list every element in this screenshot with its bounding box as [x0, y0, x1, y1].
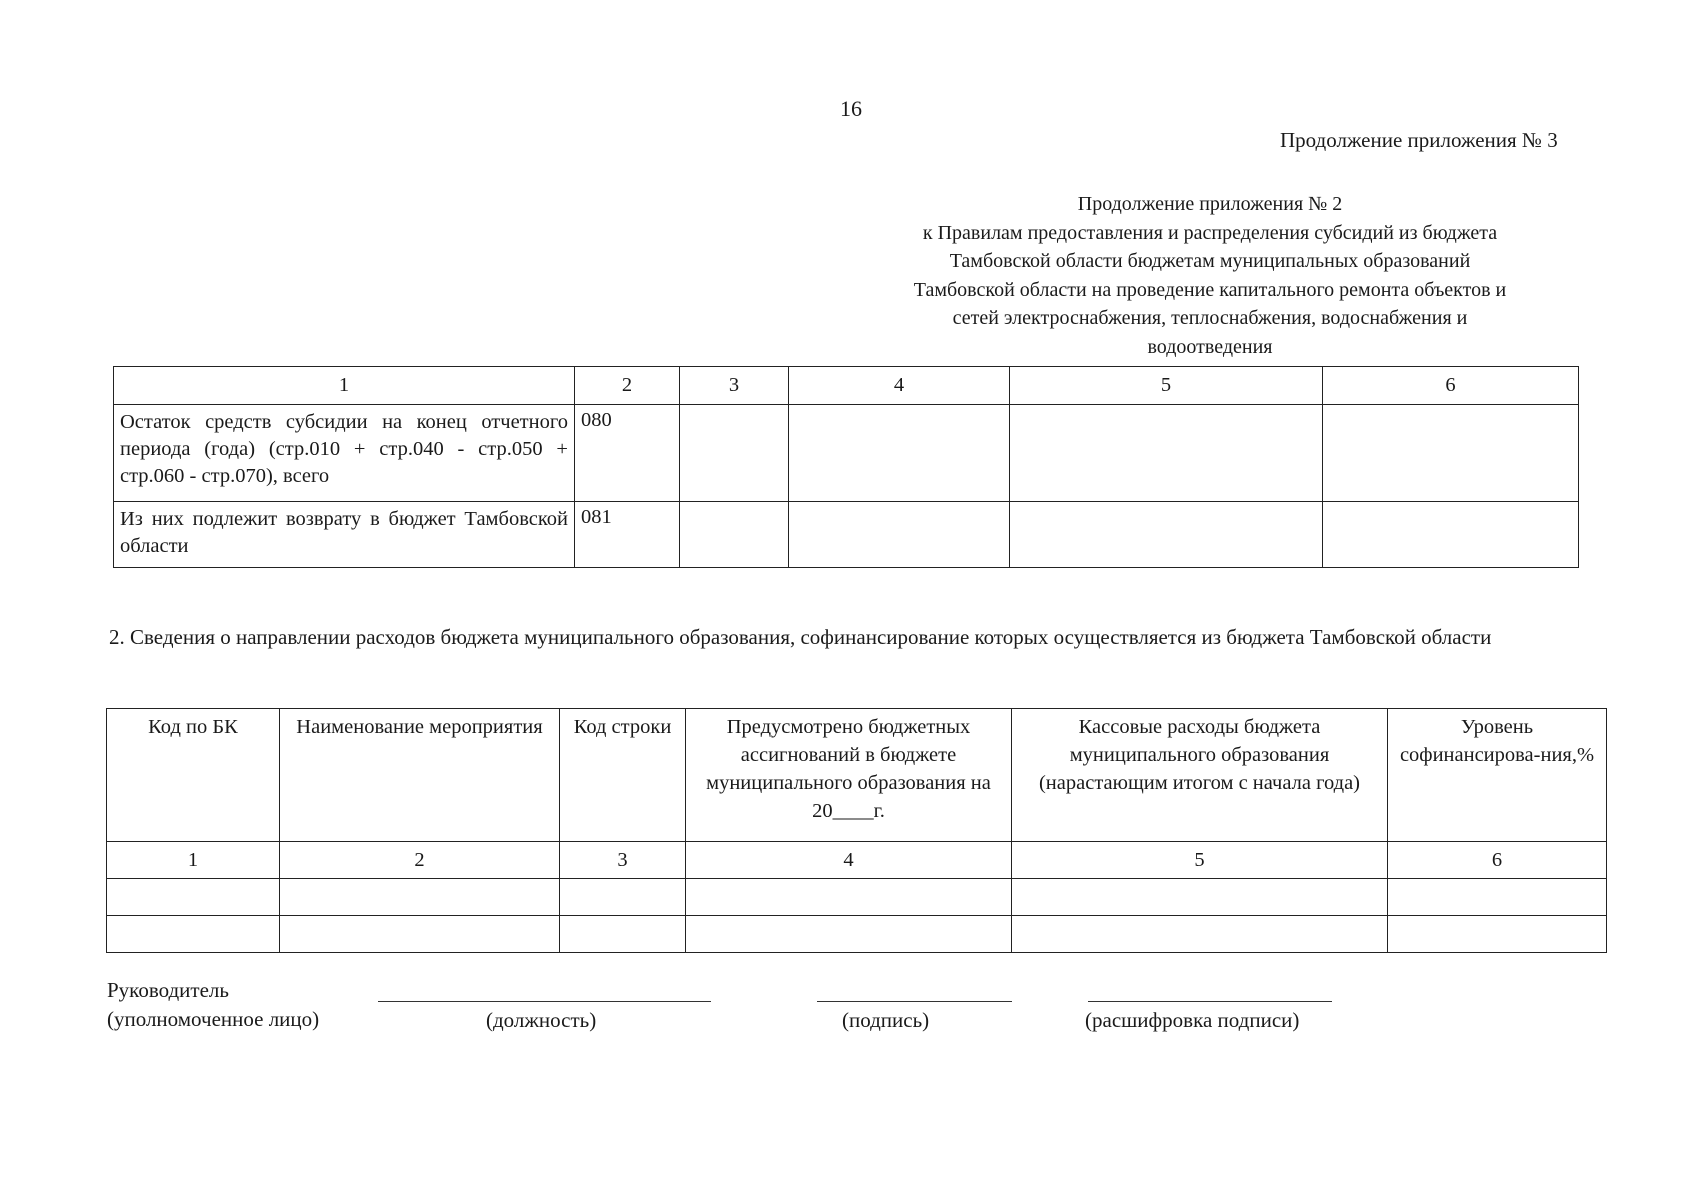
row-code: 080: [575, 405, 680, 502]
table-cell[interactable]: [1012, 879, 1388, 916]
column-number: 2: [575, 367, 680, 405]
column-number: 6: [1323, 367, 1579, 405]
table-header-row: [114, 367, 1579, 405]
table-cell[interactable]: [280, 916, 560, 953]
appendix-2-caption: [830, 190, 1590, 361]
table-cell[interactable]: [680, 405, 789, 502]
table-cell[interactable]: [1323, 502, 1579, 568]
appendix-2-line: Тамбовской области бюджетам муниципальных образований: [949, 250, 1471, 272]
column-number: 5: [1010, 367, 1323, 405]
section-2-title: 2. Сведения о направлении расходов бюджета муниципального образования, софинансирование которых осуществляется из бюджета Тамбовской области: [109, 625, 1492, 649]
column-header: Код строки: [560, 709, 686, 842]
column-number-row: [107, 842, 1607, 879]
table-cell[interactable]: [680, 502, 789, 568]
table-cell[interactable]: [1010, 502, 1323, 568]
table-cell[interactable]: [1323, 405, 1579, 502]
table-cell[interactable]: [1388, 916, 1607, 953]
column-number: 5: [1012, 842, 1388, 879]
column-number: 4: [789, 367, 1010, 405]
column-number: 6: [1388, 842, 1607, 879]
table-cell[interactable]: [560, 879, 686, 916]
table-row: [114, 405, 1579, 502]
head-title: Руководитель: [107, 978, 229, 1002]
appendix-2-line: Продолжение приложения № 2: [1077, 193, 1343, 215]
table-cell[interactable]: [789, 502, 1010, 568]
table-cell[interactable]: [107, 879, 280, 916]
column-header: Предусмотрено бюджетных ассигнований в бюджете муниципального образования на 20____г.: [686, 709, 1012, 842]
appendix-2-line: Тамбовской области на проведение капитального ремонта объектов и: [913, 278, 1507, 301]
row-label: Остаток средств субсидии на конец отчетного периода (года) (стр.010 + стр.040 - стр.050 + стр.060 - стр.070), всего: [114, 405, 575, 502]
column-header: Код по БК: [107, 709, 280, 842]
table-cell[interactable]: [1010, 405, 1323, 502]
table-cell[interactable]: [789, 405, 1010, 502]
appendix-2-line: к Правилам предоставления и распределения субсидий из бюджета: [922, 221, 1498, 244]
appendix-3-caption: Продолжение приложения № 3: [1280, 128, 1558, 152]
appendix-2-line: водоотведения: [1147, 335, 1273, 358]
signature-head-label: [107, 976, 319, 1034]
table-cell[interactable]: [1388, 879, 1607, 916]
table-header-row: [107, 709, 1607, 842]
column-number: 1: [114, 367, 575, 405]
table-row: [107, 879, 1607, 916]
column-number: 4: [686, 842, 1012, 879]
appendix-2-line: сетей электроснабжения, теплоснабжения, водоснабжения и: [952, 307, 1468, 329]
position-line[interactable]: [378, 1001, 711, 1002]
expenses-table: [106, 708, 1607, 953]
signature-line[interactable]: [817, 1001, 1012, 1002]
table-cell[interactable]: [686, 916, 1012, 953]
column-number: 2: [280, 842, 560, 879]
column-header: Уровень софинансирова-ния,%: [1388, 709, 1607, 842]
table-cell[interactable]: [686, 879, 1012, 916]
position-caption: (должность): [486, 1008, 597, 1032]
decoding-caption: (расшифровка подписи): [1085, 1008, 1300, 1032]
row-label: Из них подлежит возврату в бюджет Тамбовской области: [114, 502, 575, 568]
column-header: Кассовые расходы бюджета муниципального образования (нарастающим итогом с начала года): [1012, 709, 1388, 842]
table-cell[interactable]: [1012, 916, 1388, 953]
column-header: Наименование мероприятия: [280, 709, 560, 842]
head-subtitle: (уполномоченное лицо): [107, 1007, 320, 1031]
table-row: [114, 502, 1579, 568]
signature-caption: (подпись): [842, 1008, 930, 1032]
column-number: 1: [107, 842, 280, 879]
table-row: [107, 916, 1607, 953]
row-code: 081: [575, 502, 680, 568]
table-cell[interactable]: [560, 916, 686, 953]
column-number: 3: [680, 367, 789, 405]
page-number: 16: [840, 96, 862, 121]
column-number: 3: [560, 842, 686, 879]
table-cell[interactable]: [280, 879, 560, 916]
table-cell[interactable]: [107, 916, 280, 953]
balance-table: [113, 366, 1579, 568]
decoding-line[interactable]: [1088, 1001, 1332, 1002]
